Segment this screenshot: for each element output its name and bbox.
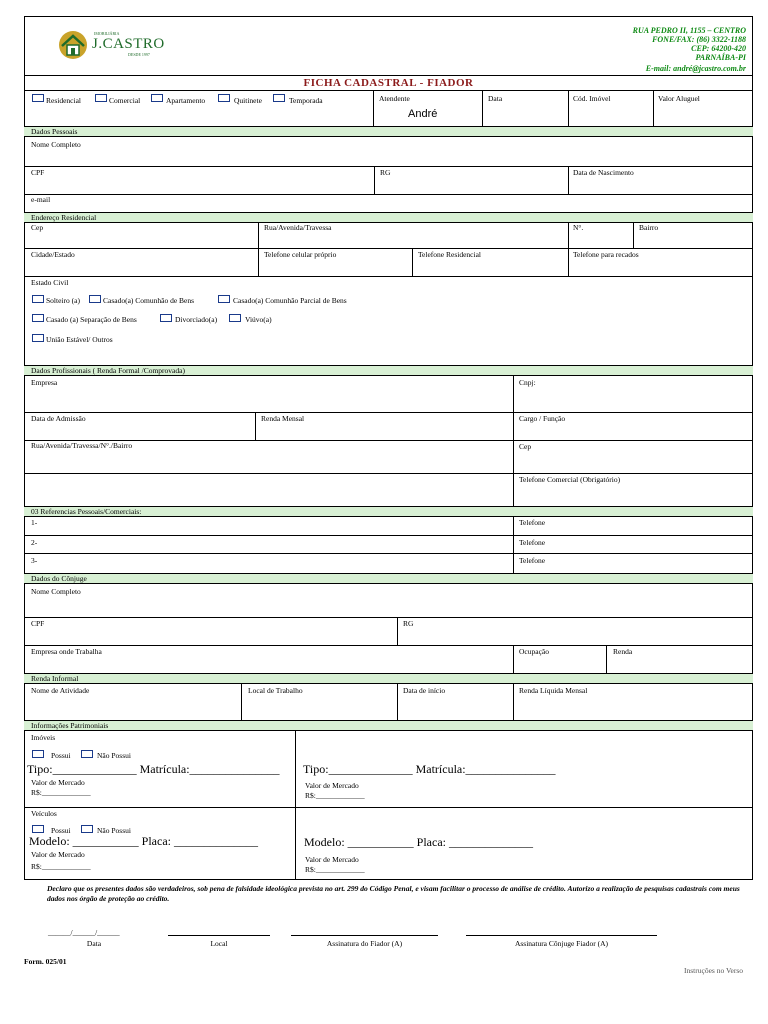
ref-3-telefone-label: Telefone — [519, 556, 546, 565]
company-address: RUA PEDRO II, 1155 – CENTRO — [632, 26, 746, 35]
checkbox-residencial[interactable] — [32, 94, 44, 102]
label-divorciado: Divorciado(a) — [175, 315, 218, 324]
cargo-label: Cargo / Função — [519, 414, 566, 423]
section-referencias: 03 Referencias Pessoais/Comerciais: — [24, 506, 753, 517]
atividade-label: Nome de Atividade — [31, 686, 90, 695]
ref-1-label: 1- — [31, 518, 38, 527]
date-line[interactable]: ______/______/______ — [48, 928, 120, 937]
label-casado-comunhao: Casado(a) Comunhão de Bens — [103, 296, 195, 305]
veiculo-valor-label-1: Valor de Mercado — [31, 850, 85, 859]
veiculos-nao-possui-label: Não Possui — [97, 826, 131, 835]
section-renda-informal: Renda Informal — [24, 673, 753, 684]
checkbox-imoveis-nao-possui[interactable] — [81, 750, 93, 758]
prof-cep-label: Cep — [519, 442, 532, 451]
local-trabalho-label: Local de Trabalho — [248, 686, 303, 695]
data-label: Data — [488, 94, 503, 103]
imovel-rs-1[interactable]: R$:_____________ — [31, 788, 91, 797]
label-solteiro: Solteiro (a) — [46, 296, 80, 305]
section-endereco: Endereço Residencial — [24, 212, 753, 223]
imovel-tipo-matricula-2[interactable]: Tipo:______________ Matrícula:_______________ — [303, 762, 556, 776]
cnpj-label: Cnpj: — [519, 378, 536, 387]
imoveis-label: Imóveis — [31, 733, 56, 742]
imovel-valor-label-1: Valor de Mercado — [31, 778, 85, 787]
email-label: e-mail — [31, 195, 51, 204]
veiculo-valor-label-2: Valor de Mercado — [305, 855, 359, 864]
renda-liquida-label: Renda Líquida Mensal — [519, 686, 588, 695]
estado-civil-label: Estado Civil — [31, 278, 69, 287]
signature-data-label: Data — [86, 939, 102, 948]
cidade-label: Cidade/Estado — [31, 250, 75, 259]
cep-label: Cep — [31, 223, 44, 232]
tel-celular-label: Telefone celular próprio — [264, 250, 337, 259]
conjuge-empresa-label: Empresa onde Trabalha — [31, 647, 102, 656]
conjuge-nome-label: Nome Completo — [31, 587, 81, 596]
checkbox-quitinete[interactable] — [218, 94, 230, 102]
label-apartamento: Apartamento — [166, 96, 206, 105]
conjuge-cpf-label: CPF — [31, 619, 45, 628]
checkbox-veiculos-possui[interactable] — [32, 825, 44, 833]
section-patrimoniais: Informações Patrimoniais — [24, 720, 753, 731]
label-uniao-estavel: União Estável/ Outros — [46, 335, 113, 344]
ref-3-label: 3- — [31, 556, 38, 565]
renda-mensal-label: Renda Mensal — [261, 414, 305, 423]
conjuge-renda-label: Renda — [613, 647, 633, 656]
tel-recados-label: Telefone para recados — [573, 250, 639, 259]
ref-2-label: 2- — [31, 538, 38, 547]
valor-aluguel-label: Valor Aluguel — [658, 94, 700, 103]
imoveis-possui-label: Possui — [51, 751, 71, 760]
cod-imovel-label: Cód. Imóvel — [573, 94, 611, 103]
form-title: FICHA CADASTRAL - FIADOR — [303, 77, 474, 89]
section-dados-pessoais: Dados Pessoais — [24, 126, 753, 137]
signature-conjuge-label: Assinatura Cônjuge Fiador (A) — [514, 939, 609, 948]
admissao-label: Data de Admissão — [31, 414, 86, 423]
form-number: Form. 025/01 — [24, 957, 67, 966]
section-profissionais: Dados Profissionais ( Renda Formal /Comprovada) — [24, 365, 753, 376]
signature-fiador-label: Assinatura do Fiador (A) — [326, 939, 403, 948]
checkbox-comercial[interactable] — [95, 94, 107, 102]
section-conjuge: Dados do Cônjuge — [24, 573, 753, 584]
rg-label: RG — [380, 168, 391, 177]
checkbox-viuvo[interactable] — [229, 314, 241, 322]
instrucoes-verso: Instruções no Verso — [684, 966, 744, 975]
veiculo-modelo-placa-1[interactable]: Modelo: ___________ Placa: ______________ — [29, 834, 258, 848]
conjuge-ocupacao-label: Ocupação — [519, 647, 549, 656]
empresa-label: Empresa — [31, 378, 58, 387]
veiculo-modelo-placa-2[interactable]: Modelo: ___________ Placa: ______________ — [304, 835, 533, 849]
company-email: E-mail: andré@jcastro.com.br — [645, 64, 746, 73]
logo-name: J.CASTRO — [92, 36, 165, 52]
logo-since: DESDE 1997 — [128, 52, 150, 57]
checkbox-solteiro[interactable] — [32, 295, 44, 303]
veiculos-label: Veículos — [31, 809, 57, 818]
company-city: PARNAÍBA-PI — [695, 53, 746, 62]
ref-1-telefone-label: Telefone — [519, 518, 546, 527]
numero-label: N°. — [573, 223, 584, 232]
tel-residencial-label: Telefone Residencial — [418, 250, 481, 259]
imovel-rs-2[interactable]: R$:_____________ — [305, 791, 365, 800]
prof-rua-label: Rua/Avenida/Travessa/N°./Bairro — [31, 441, 133, 450]
atendente-label: Atendente — [379, 94, 410, 103]
checkbox-uniao-estavel[interactable] — [32, 334, 44, 342]
checkbox-casado-comunhao[interactable] — [89, 295, 101, 303]
atendente-field[interactable]: André — [408, 108, 438, 120]
nome-completo-label: Nome Completo — [31, 140, 81, 149]
rua-label: Rua/Avenida/Travessa — [264, 223, 332, 232]
form-frame — [24, 16, 753, 880]
checkbox-veiculos-nao-possui[interactable] — [81, 825, 93, 833]
imovel-tipo-matricula-1[interactable]: Tipo:______________ Matrícula:_______________ — [27, 762, 280, 776]
company-cep: CEP: 64200-420 — [691, 44, 746, 53]
label-casado-separacao: Casado (a) Separação de Bens — [46, 315, 137, 324]
checkbox-imoveis-possui[interactable] — [32, 750, 44, 758]
label-residencial: Residencial — [46, 96, 81, 105]
imoveis-nao-possui-label: Não Possui — [97, 751, 131, 760]
label-comercial: Comercial — [109, 96, 141, 105]
checkbox-casado-separacao[interactable] — [32, 314, 44, 322]
cpf-label: CPF — [31, 168, 45, 177]
veiculo-rs-2[interactable]: R$:_____________ — [305, 865, 365, 874]
veiculo-rs-1[interactable]: R$:_____________ — [31, 862, 91, 871]
veiculos-possui-label: Possui — [51, 826, 71, 835]
logo-tagline: IMOBILIÁRIA — [94, 31, 120, 36]
declaration-text: Declaro que os presentes dados são verdadeiros, sob pena de falsidade ideológica prevista no art. 299 do Código Penal, e visam facilitar o processo de análise de crédito. Autorizo a realização de pesquisas cadastrais com meus dados nos órgão de proteção ao crédito. — [47, 884, 740, 903]
checkbox-temporada[interactable] — [273, 94, 285, 102]
checkbox-divorciado[interactable] — [160, 314, 172, 322]
label-casado-parcial: Casado(a) Comunhão Parcial de Bens — [233, 296, 347, 305]
nascimento-label: Data de Nascimento — [573, 168, 634, 177]
data-inicio-label: Data de início — [403, 686, 446, 695]
checkbox-casado-parcial[interactable] — [218, 295, 230, 303]
tel-comercial-label: Telefone Comercial (Obrigatório) — [519, 475, 621, 484]
company-phone: FONE/FAX: (86) 3322-1188 — [652, 35, 746, 44]
bairro-label: Bairro — [639, 223, 659, 232]
imovel-valor-label-2: Valor de Mercado — [305, 781, 359, 790]
label-quitinete: Quitinete — [234, 96, 262, 105]
checkbox-apartamento[interactable] — [151, 94, 163, 102]
label-temporada: Temporada — [289, 96, 323, 105]
label-viuvo: Viúvo(a) — [245, 315, 272, 324]
ref-2-telefone-label: Telefone — [519, 538, 546, 547]
conjuge-rg-label: RG — [403, 619, 414, 628]
signature-local-label: Local — [210, 939, 228, 948]
